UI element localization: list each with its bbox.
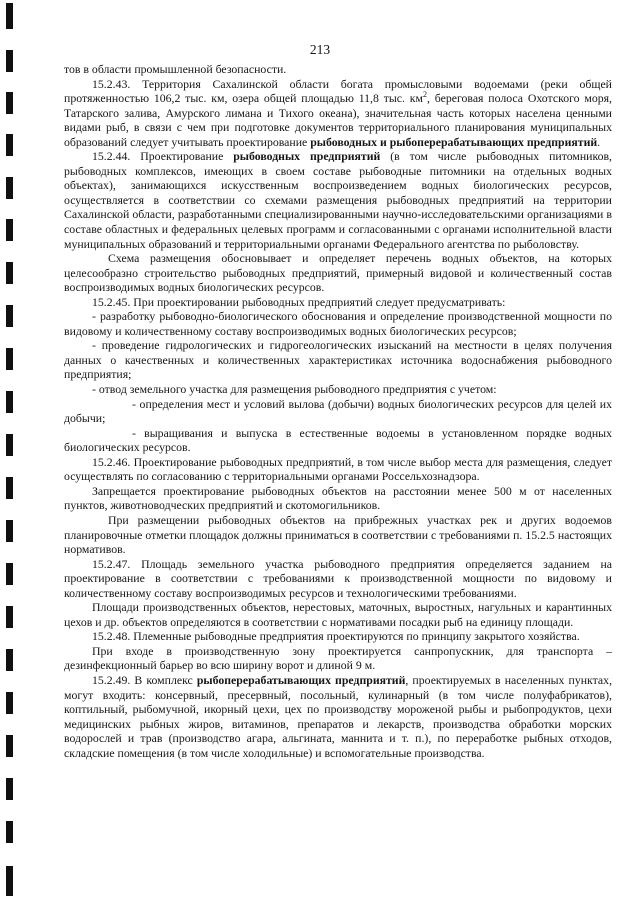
binding-bar	[6, 134, 13, 156]
text-run: 15.2.44. Проектирование	[92, 149, 234, 164]
binding-bar	[6, 692, 13, 714]
text-run: 15.2.45. При проектировании рыбоводных предприятий следует предусматривать:	[92, 294, 506, 309]
binding-bar	[6, 866, 13, 896]
paragraph-p12	[64, 513, 612, 557]
paragraph-p2	[64, 149, 612, 251]
paragraph-p1	[64, 77, 612, 150]
binding-bar	[6, 305, 13, 327]
bold-term: рыбоводных и рыбоперерабатывающих предприятий	[310, 134, 598, 149]
bold-term: рыбоперерабатывающих предприятий	[196, 672, 406, 687]
text-run: При входе в производственную зону проектируется санпропускник, для транспорта – дезинфекционный барьер во всю ширину ворот и длиной 9 м.	[64, 643, 612, 673]
binding-bar	[6, 92, 13, 114]
text-run: - проведение гидрологических и гидрогеологических изысканий на местности в целях получения данных о качественных и количественных характеристиках источника водоснабжения рыбоводного предприятия;	[64, 338, 612, 382]
text-run: , проектируемых в населенных пунктах, могут входить: консервный, пресервный, посольный, кулинарный (в том числе полуфабрикатов), коптильный, рыбомучной, икорный цехи, цех по производству мороженой рыбы и рыбопродуктов, цехи медицинских рыбных жиров, витаминов, препаратов и лекарств, производства обработки морских водорослей и трав (производство агара, альгината, маннита и т. п.), по переработке рыбных отходов, складские помещения (в том числе холодильные) и вспомогательные производства.	[64, 672, 613, 760]
text-run: 15.2.43. Территория Сахалинской области богата промысловыми водоемами (реки общей протяженностью 106,2 тыс. км, озера общей площадью 11,8 тыс. км	[64, 76, 612, 106]
bold-term: рыбоводных предприятий	[233, 149, 381, 164]
text-run: 15.2.48. Племенные рыбоводные предприятия проектируются по принципу закрытого хозяйства.	[92, 629, 580, 644]
binding-bar	[6, 3, 13, 29]
paragraph-p5	[64, 309, 612, 338]
binding-bar	[6, 434, 13, 456]
binding-bar	[6, 606, 13, 628]
paragraph-p6	[64, 338, 612, 382]
text-run: - разработку рыбоводно-биологического обоснования и определение производственной мощности по видовому и количественному составу воспроизводимых водных биологических ресурсов;	[64, 309, 612, 338]
text-run: 15.2.49. В комплекс	[92, 672, 197, 687]
paragraph-p14	[64, 600, 612, 629]
paragraph-p0	[64, 62, 612, 77]
binding-bar	[6, 821, 13, 843]
document-body	[64, 62, 612, 760]
paragraph-p11	[64, 484, 612, 513]
paragraph-p17	[64, 673, 612, 760]
paragraph-p10	[64, 455, 612, 484]
binding-bar	[6, 778, 13, 800]
text-run: 15.2.47. Площадь земельного участка рыбоводного предприятия определяется заданием на проектирование в соответствии с требованиями к производственной мощности по видовому и количественному составу воспроизводимых ресурсов и технологическими требованиями.	[64, 556, 612, 600]
binding-bar	[6, 520, 13, 542]
paragraph-p16	[64, 644, 612, 673]
text-run: Запрещается проектирование рыбоводных объектов на расстоянии менее 500 м от населенных пунктов, животноводческих предприятий и скотомогильников.	[64, 483, 612, 513]
text-run: , береговая полоса Охотского моря, Татарского залива, Амурского лимана и Тихого океана), значительная часть которых населена ценными видами рыб, в связи с чем при подготовке документов территориального планирования муниципальных образований следует учитывать проектирование	[64, 91, 613, 149]
binding-bar	[6, 177, 13, 199]
paragraph-p3	[64, 251, 612, 295]
text-run: Площади производственных объектов, нерестовых, маточных, выростных, нагульных и карантинных цехов и др. объектов определяются в соответствии с нормативами посадки рыб на единицу площади.	[64, 600, 612, 629]
paragraph-p7	[64, 382, 612, 397]
text-run: - определения мест и условий вылова (добычи) водных биологических ресурсов для целей их добычи;	[64, 396, 612, 426]
paragraph-p13	[64, 557, 612, 601]
binding-bar	[6, 477, 13, 499]
binding-bar	[6, 563, 13, 585]
paragraph-p9	[64, 426, 612, 455]
text-run: .	[597, 134, 601, 149]
text-run: - выращивания и выпуска в естественные водоемы в установленном порядке водных биологических ресурсов.	[64, 425, 612, 455]
page-number: 213	[309, 42, 331, 57]
binding-bar	[6, 262, 13, 284]
paragraph-p15	[64, 629, 612, 644]
binding-bar	[6, 391, 13, 413]
text-run: При размещении рыбоводных объектов на прибрежных участках рек и других водоемов планировочные отметки площадок должны приниматься в соответствии с требованиями п. 15.2.5 настоящих нормативов.	[64, 512, 612, 557]
paragraph-p4	[64, 295, 612, 310]
binding-bar	[6, 735, 13, 757]
binding-bar	[6, 219, 13, 241]
text-run: (в том числе рыбоводных питомников, рыбоводных комплексов, имеющих в своем составе рыбоводные питомники на отдельных водных объектах), занимающихся искусственным воспроизведением водных биологических ресурсов, осуществляется в соответствии со схемами размещения рыбоводных предприятий на территории Сахалинской области, разработанными специализированными научно-исследовательскими организациями в составе областных и федеральных целевых программ и согласованными с органами исполнительной власти муниципальных образований и территориальными органами Федерального агентства по рыболовству.	[64, 149, 613, 251]
text-run: - отвод земельного участка для размещения рыбоводного предприятия с учетом:	[92, 382, 497, 397]
superscript: 2	[422, 90, 427, 100]
text-run: Схема размещения обосновывает и определяет перечень водных объектов, на которых целесообразно строительство рыбоводных предприятий, примерный видовой и количественный состав воспроизводимых водных биологических ресурсов.	[64, 251, 612, 295]
text-run: 15.2.46. Проектирование рыбоводных предприятий, в том числе выбор места для размещения, следует осуществлять по согласованию с территориальными органами Россельхознадзора.	[64, 454, 612, 484]
binding-bar	[6, 649, 13, 671]
text-run: тов в области промышленной безопасности.	[64, 62, 287, 76]
binding-bar	[6, 348, 13, 370]
paragraph-p8	[64, 397, 612, 426]
